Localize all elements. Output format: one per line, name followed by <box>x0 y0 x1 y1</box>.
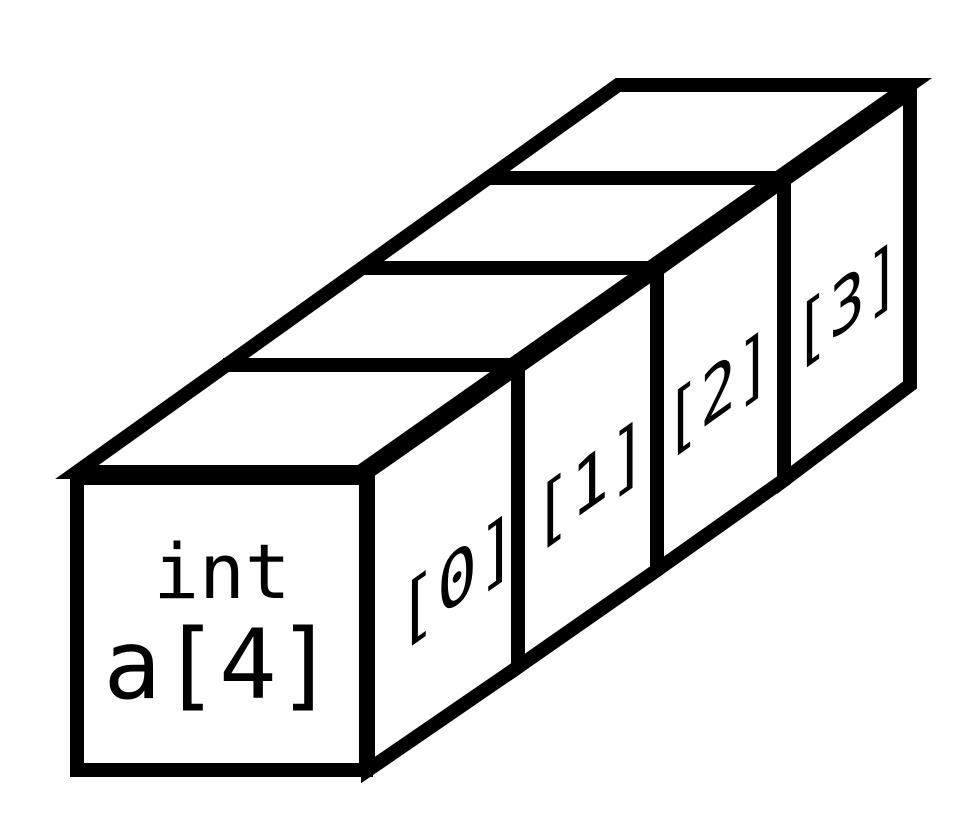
index-label-1: [1] <box>533 399 647 566</box>
index-label-2: [2] <box>664 311 772 474</box>
index-label-3: [3] <box>793 223 901 386</box>
index-label-0: [0] <box>396 493 518 665</box>
type-label: int <box>153 527 291 616</box>
array-name-label: a[4] <box>103 609 335 721</box>
